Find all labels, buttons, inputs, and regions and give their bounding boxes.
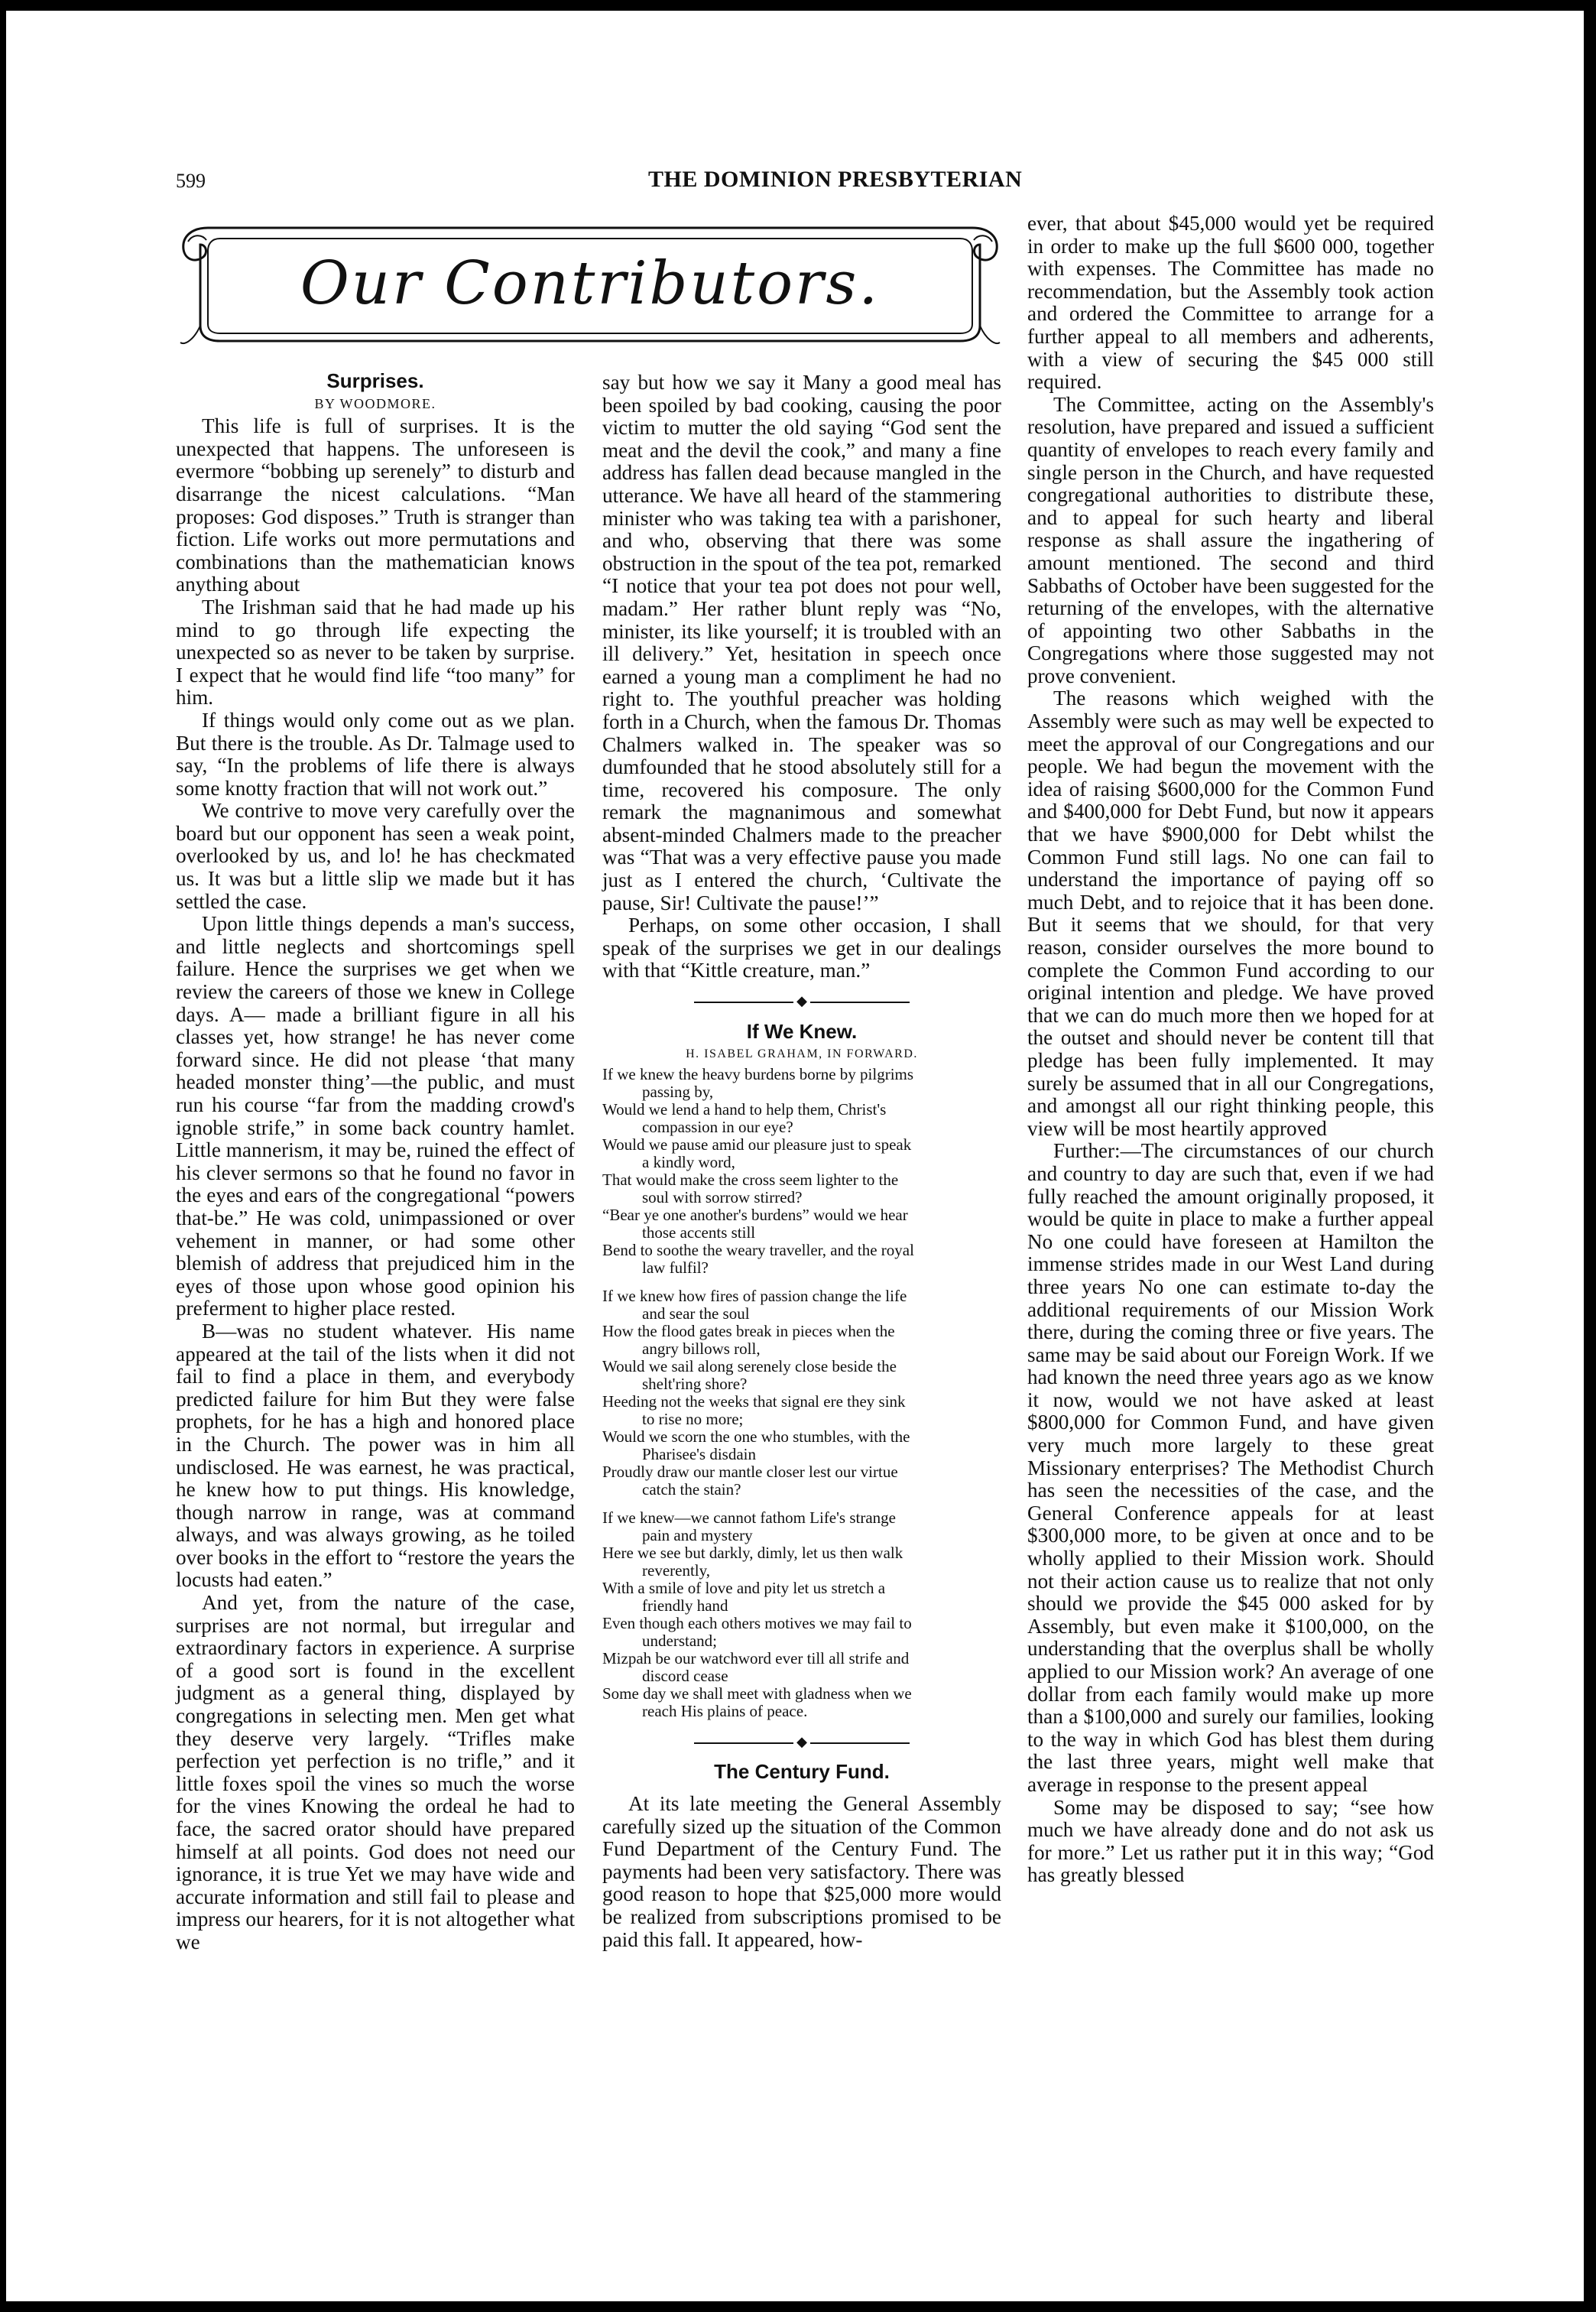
paragraph: At its late meeting the General Assembly carefully sized up the situation of the Common Fund Department of the Century Fund. The payments had been very satisfactory. There was good reason to hope that $25,000 more would be realized from subscriptions promised to be paid this fall. It appeared, how- <box>602 1792 1001 1951</box>
poem-line <box>602 1288 1001 1323</box>
poem-line <box>602 1650 1001 1685</box>
poem-line <box>602 1206 1001 1242</box>
paragraph: This life is full of surprises. It is the unexpected that happens. The unforeseen is evermore “bobbing up serenely” to disturb and disarrange the nicest calculations. “Man proposes: God disposes.” Truth is stranger than fiction. Life works out more permutations and combinations than the mathematician knows anything about <box>176 414 575 596</box>
paragraph: Upon little things depends a man's success, and little neglects and shortcomings spell failure. Hence the surprises we get when we review the careers of those we knew in College days. A— made a brilliant figure in all his classes yet, how strange! he has never come forward since. He did not please ‘that many headed monster thing’—the public, and must run his course “far from the madding crowd's ignoble strife,” in some back country hamlet. Little mannerism, it may be, ruined the effect of his clever sermons so that he found no favor in the eyes and ears of the congregational “powers that-be.” He was cold, unimpassioned or over vehement in manner, or had some other blemish of address that prejudiced him in the eyes of those upon whose good opinion his preferment to higher place rested. <box>176 912 575 1320</box>
paragraph: We contrive to move very carefully over the board but our opponent has seen a weak point, overlooked by us, and lo! he has checkmated us. It was but a little slip we made but it has settled the case. <box>176 799 575 913</box>
poem-line-continuation: reverently, <box>642 1560 711 1580</box>
poem-byline: H. ISABEL GRAHAM, IN FORWARD. <box>686 1047 918 1061</box>
poem-line-continuation: those accents still <box>642 1223 756 1242</box>
paragraph: Some may be disposed to say; “see how much we have already done and do not ask us for more.” Let us rather put it in this way; “God has greatly blessed <box>1027 1795 1434 1887</box>
poem-line <box>602 1685 1001 1720</box>
poem-line-continuation: angry billows roll, <box>642 1339 761 1358</box>
poem-line <box>602 1580 1001 1615</box>
poem-line <box>602 1171 1001 1206</box>
section-title: Our Contributors. <box>300 249 881 318</box>
section-divider: ◆ <box>602 990 1001 1013</box>
poem-stanza <box>602 1288 1001 1499</box>
poem-line-continuation: a kindly word, <box>642 1152 735 1171</box>
poem-title: If We Knew. <box>746 1019 858 1043</box>
poem-line <box>602 1066 1001 1101</box>
poem-line-text: If we knew how fires of passion change the life <box>602 1286 907 1305</box>
paragraph: If things would only come out as we plan. But there is the trouble. As Dr. Talmage used to say, “In the problems of life there is always some knotty fraction that will not work out.” <box>176 708 575 800</box>
column-1 <box>176 370 575 1954</box>
poem-line <box>602 1428 1001 1463</box>
article-title-century-fund: The Century Fund. <box>714 1760 890 1784</box>
poem-line-continuation: and sear the soul <box>642 1304 750 1323</box>
paragraph: B—was no student whatever. His name appeared at the tail of the lists when it did not fail to find a place in them, and everybody predicted failure for him But they were false prophets, for he has a high and honored place in the Church. The power was in him all undisclosed. He was earnest, he was practical, he knew how to put things. His knowledge, though narrow in range, was at command always, and was always growing, as he toiled over books in the effort to “restore the years the locusts had eaten.” <box>176 1319 575 1592</box>
poem-line <box>602 1242 1001 1277</box>
article-title-surprises: Surprises. <box>326 369 424 392</box>
poem-line-text: Would we scorn the one who stumbles, with the <box>602 1427 910 1446</box>
poem-stanza <box>602 1066 1001 1277</box>
poem-line-continuation: shelt'ring shore? <box>642 1374 748 1393</box>
poem-line-text: If we knew—we cannot fathom Life's strange <box>602 1508 896 1527</box>
paragraph: The Irishman said that he had made up his mind to go through life expecting the unexpected so as never to be taken by surprise. I expect that he would find life “too many” for him. <box>176 595 575 710</box>
poem-line-continuation: catch the stain? <box>642 1479 741 1499</box>
running-head: THE DOMINION PRESBYTERIAN <box>648 167 1023 192</box>
poem-line-continuation: compassion in our eye? <box>642 1117 793 1136</box>
poem-line-text: Even though each others motives we may fail to <box>602 1613 912 1632</box>
poem-line-text: Would we pause amid our pleasure just to speak <box>602 1135 912 1154</box>
paragraph: ever, that about $45,000 would yet be required in order to make up the full $600 000, together with expenses. The Committee has made no recommendation, but the Assembly took action and ordered the Committee to arrange for a further appeal to all members and adherents, with a view of securing the $45 000 still required. <box>1027 212 1434 394</box>
paragraph: say but how we say it Many a good meal has been spoiled by bad cooking, causing the poor victim to mutter the old saying “God sent the meat and the devil the cook,” and many a fine address has fallen dead because mangled in the utterance. We have all heard of the stammering minister who was taking tea with a parishoner, and who, observing that there was some obstruction in the spout of the tea pot, remarked “I notice that your tea pot does not pour well, madam.” Her rather blunt reply was “No, minister, its like yourself; it is troubled with an ill delivery.” Yet, hesitation in speech once earned a young man a compliment he had no right to. The youthful preacher was holding forth in a Church, when the famous Dr. Thomas Chalmers walked in. The speaker was so dumfounded that he stood absolutely still for a time, recovered his composure. The only remark the magnanimous and somewhat absent-minded Chalmers made to the preacher was “That was a very effective pause you made just as I entered the church, ‘Cultivate the pause, Sir! Cultivate the pause!’” <box>602 371 1001 914</box>
poem-line-continuation: pain and mystery <box>642 1525 753 1544</box>
poem-line-continuation: reach His plains of peace. <box>642 1701 808 1720</box>
poem-line-text: Some day we shall meet with gladness when we <box>602 1684 912 1703</box>
poem-line-continuation: friendly hand <box>642 1596 728 1615</box>
poem-line-text: Heeding not the weeks that signal ere they sink <box>602 1391 906 1411</box>
poem-line-continuation: understand; <box>642 1631 717 1650</box>
poem-line <box>602 1393 1001 1428</box>
poem-line-text: Here we see but darkly, dimly, let us then walk <box>602 1543 903 1562</box>
poem-line <box>602 1509 1001 1544</box>
article-byline: BY WOODMORE. <box>314 395 436 411</box>
poem-line-text: Would we sail along serenely close beside the <box>602 1356 897 1375</box>
poem-line-continuation: discord cease <box>642 1666 728 1685</box>
column-3 <box>1027 213 1434 1887</box>
poem-line <box>602 1544 1001 1580</box>
poem-line <box>602 1136 1001 1171</box>
poem-line-text: Would we lend a hand to help them, Christ's <box>602 1099 887 1119</box>
poem-line-continuation: to rise no more; <box>642 1409 744 1428</box>
poem-line-text: With a smile of love and pity let us stretch a <box>602 1578 886 1597</box>
paragraph: Further:—The circumstances of our church and country to day are such that, even if we had fully reached the amount originally proposed, it would be quite in place to make a further appeal No one could have foreseen at Hamilton the immense strides made in our West Land during three years No one can estimate to-day the additional requirements of our Mission Work there, during the coming three or five years. The same may be said about our Foreign Work. If we had known the need three years ago as we know it now, would we not have asked at least $800,000 for Common Fund, and have given very much more largely to these great Missionary enterprises? The Methodist Church has seen the necessities of the case, and the General Conference appeals for at least $300,000 more, to be given at once and to be wholly applied to their Mission work. Should not their action cause us to realize that not only should we provide the $45 000 asked for by Assembly, but even make it $100,000, on the understanding that the overplus shall be wholly applied to our Mission work? An average of one dollar from each family would make up more than a $100,000 and surely our families, looking to the way in which God has blest them during the last three years, might well make that average in response to the present appeal <box>1027 1139 1434 1796</box>
poem-line-text: “Bear ye one another's burdens” would we hear <box>602 1205 908 1224</box>
poem-line-continuation: passing by, <box>642 1082 714 1101</box>
paragraph: The reasons which weighed with the Assembly were such as may well be expected to meet the approval of our Congregations and our people. We had begun the movement with the idea of raising $600,000 for the Common Fund and $400,000 for Debt Fund, but now it appears that we have $900,000 for Debt whilst the Common Fund still lags. No one can fail to understand the importance of paying off so much Debt, and to rejoice that it has been done. But it seems that we should, for that very reason, consider ourselves the more bound to complete the Common Fund according to our original intention and pledge. We have proved that we can do much more then we hoped for at the outset and should never be content till that pledge has been fully implemented. It may surely be assumed that in all our Congregations, and amongst all our right thinking people, this view will be most heartily approved <box>1027 687 1434 1140</box>
poem-line-text: If we knew the heavy burdens borne by pilgrims <box>602 1064 914 1083</box>
poem-line-continuation: soul with sorrow stirred? <box>642 1187 803 1206</box>
newspaper-page <box>6 11 1584 2301</box>
poem-line-text: Bend to soothe the weary traveller, and the royal <box>602 1240 914 1259</box>
poem-line-continuation: law fulfil? <box>642 1258 709 1277</box>
poem-line <box>602 1358 1001 1393</box>
column-2 <box>602 372 1001 1951</box>
poem-line <box>602 1463 1001 1499</box>
paragraph: The Committee, acting on the Assembly's resolution, have prepared and issued a sufficient quantity of envelopes to reach every family and single person in the Church, and have requested congregational authorities to distribute these, and to appeal for such hearty and liberal response as shall assure the ingathering of amount mentioned. The second and third Sabbaths of October have been suggested for the returning of the envelopes, with the alternative of appointing two other Sabbaths in the Congregations where those suggested may not prove convenient. <box>1027 392 1434 687</box>
poem-line-text: Proudly draw our mantle closer lest our virtue <box>602 1462 898 1481</box>
poem-line <box>602 1323 1001 1358</box>
poem-line-text: Mizpah be our watchword ever till all strife and <box>602 1648 910 1667</box>
poem-stanza <box>602 1509 1001 1720</box>
poem-line-text: How the flood gates break in pieces when the <box>602 1321 895 1340</box>
section-divider: ◆ <box>602 1731 1001 1754</box>
poem-line <box>602 1615 1001 1650</box>
paragraph: And yet, from the nature of the case, surprises are not normal, but irregular and extraordinary factors in experience. A surprise of a good sort is found in the excellent judgment as a general thing, displayed by congregations in selecting men. Men get what they deserve very largely. “Trifles make perfection yet perfection is no trifle,” and it little foxes spoil the vines so much the worse for the vines Knowing the ordeal he had to face, the sacred orator should have prepared himself at all points. God does not need our ignorance, it is true Yet we may have wide and accurate information and still fail to please and impress our hearers, for it is not altogether what we <box>176 1591 575 1953</box>
page-number: 599 <box>176 170 206 192</box>
poem-line-text: That would make the cross seem lighter to the <box>602 1170 899 1189</box>
poem-line-continuation: Pharisee's disdain <box>642 1444 757 1463</box>
poem-line <box>602 1101 1001 1136</box>
paragraph: Perhaps, on some other occasion, I shall speak of the surprises we get in our dealings with that “Kittle creature, man.” <box>602 914 1001 982</box>
poem-body <box>602 1066 1001 1720</box>
